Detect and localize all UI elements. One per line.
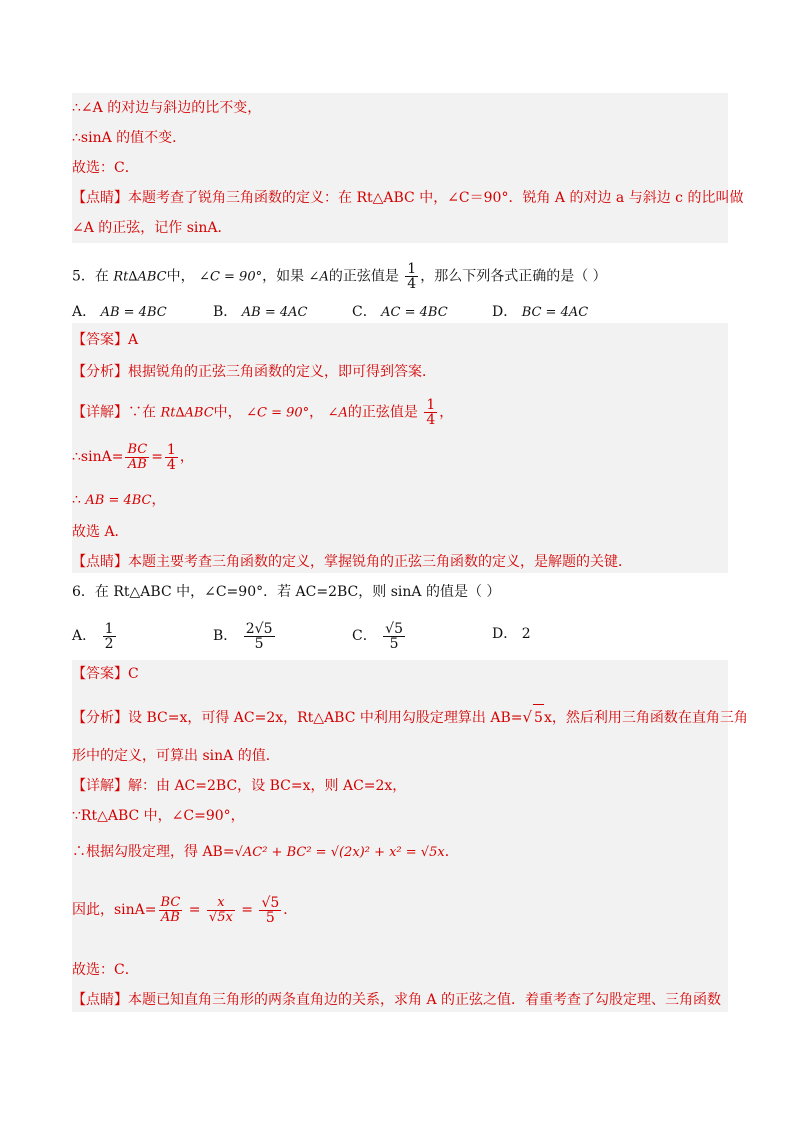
a5-analysis: 【分析】根据锐角的正弦三角函数的定义，即可得到答案． xyxy=(72,364,436,380)
a5-sin: ∴sinA= $\frac{BC}{AB}$ = $\frac{1}{4}$ ， xyxy=(72,441,194,473)
q6-option-d: D． 2 xyxy=(492,626,531,642)
a5-note: 【点睛】本题主要考查三角函数的定义，掌握锐角的正弦三角函数的定义，是解题的关键． xyxy=(72,554,632,570)
q5-fraction: $\frac{1}{4}$ xyxy=(407,261,417,292)
q5-triangle: Rt∆ABC xyxy=(113,269,167,285)
a5-choose: 故选 A． xyxy=(72,524,129,540)
a6-analysis: 【分析】设 BC=x，可得 AC=2x，Rt△ABC 中利用勾股定理算出 AB=√ 5x，然后利用三角函数在直角三角 xyxy=(72,704,748,731)
prev-line-3: 故选：C． xyxy=(72,160,139,176)
q5-post: ，那么下列各式正确的是（ ） xyxy=(420,268,607,285)
question-6: 6．在 Rt△ABC 中，∠C=90°．若 AC=2BC，则 sinA 的值是（ ） xyxy=(72,584,501,600)
a6-analysis-2: 形中的定义，可算出 sinA 的值． xyxy=(72,748,280,764)
q5-option-d: D． BC = 4AC xyxy=(492,304,589,320)
q5-mid1: 中， xyxy=(166,268,195,285)
a6-note: 【点睛】本题已知直角三角形的两条直角边的关系，求角 A 的正弦之值．着重考查了勾股定理、三角函数 xyxy=(72,992,722,1008)
a6-choose: 故选：C． xyxy=(72,962,139,978)
q6-option-a: A． $\frac{1}{2}$ xyxy=(72,620,114,652)
a5-detail: 【详解】∵在 Rt∆ABC中， ∠C = 90°， ∠A的正弦值是 $\frac{1}{4}$ ， xyxy=(72,397,454,428)
a6-detail-4: 因此，sinA= $\frac{BC}{AB}$ = $\frac{x}{√5x}$ = $\frac{√5}{5}$ ． xyxy=(72,894,298,926)
prev-note-line xyxy=(72,188,743,208)
prev-line-1: ∴∠A 的对边与斜边的比不变， xyxy=(72,100,262,116)
question-5 xyxy=(72,262,607,292)
a6-detail-2: ∵Rt△ABC 中，∠C=90°， xyxy=(72,808,245,824)
q5-pre: 5．在 xyxy=(72,268,109,285)
note-text: 本题考查了锐角三角函数的定义：在 Rt△ABC 中，∠C＝90°．锐角 A 的对边 a 与斜边 c 的比叫做 xyxy=(128,190,744,206)
a6-detail: 【详解】解：由 AC=2BC，设 BC=x，则 AC=2x， xyxy=(72,778,407,794)
a6-detail-3: ∴根据勾股定理，得 AB=√AC² + BC² = √(2x)² + x² = √5x． xyxy=(72,844,459,860)
q5-option-b: B． AB = 4AC xyxy=(213,304,308,320)
a6-answer: 【答案】C xyxy=(72,666,139,682)
q5-mid2: ，如果 xyxy=(262,268,305,285)
prev-note-line-2: ∠A 的正弦，记作 sinA． xyxy=(72,220,232,236)
prev-line-2: ∴sinA 的值不变． xyxy=(72,130,187,146)
note-tag: 【点睛】 xyxy=(72,190,128,206)
q5-angle-a: ∠A xyxy=(308,269,329,285)
q6-option-c: C． $\frac{√5}{5}$ xyxy=(352,620,403,652)
a5-answer: 【答案】A xyxy=(72,332,139,348)
q5-option-a: A． AB = 4BC xyxy=(72,304,167,320)
q5-option-c: C． AC = 4BC xyxy=(352,304,448,320)
q6-option-b: B． $\frac{2√5}{5}$ xyxy=(213,620,273,652)
q5-mid3: 的正弦值是 xyxy=(328,268,399,285)
q5-angle: ∠C = 90° xyxy=(199,269,263,285)
a5-conclusion: ∴ AB = 4BC， xyxy=(72,492,166,508)
